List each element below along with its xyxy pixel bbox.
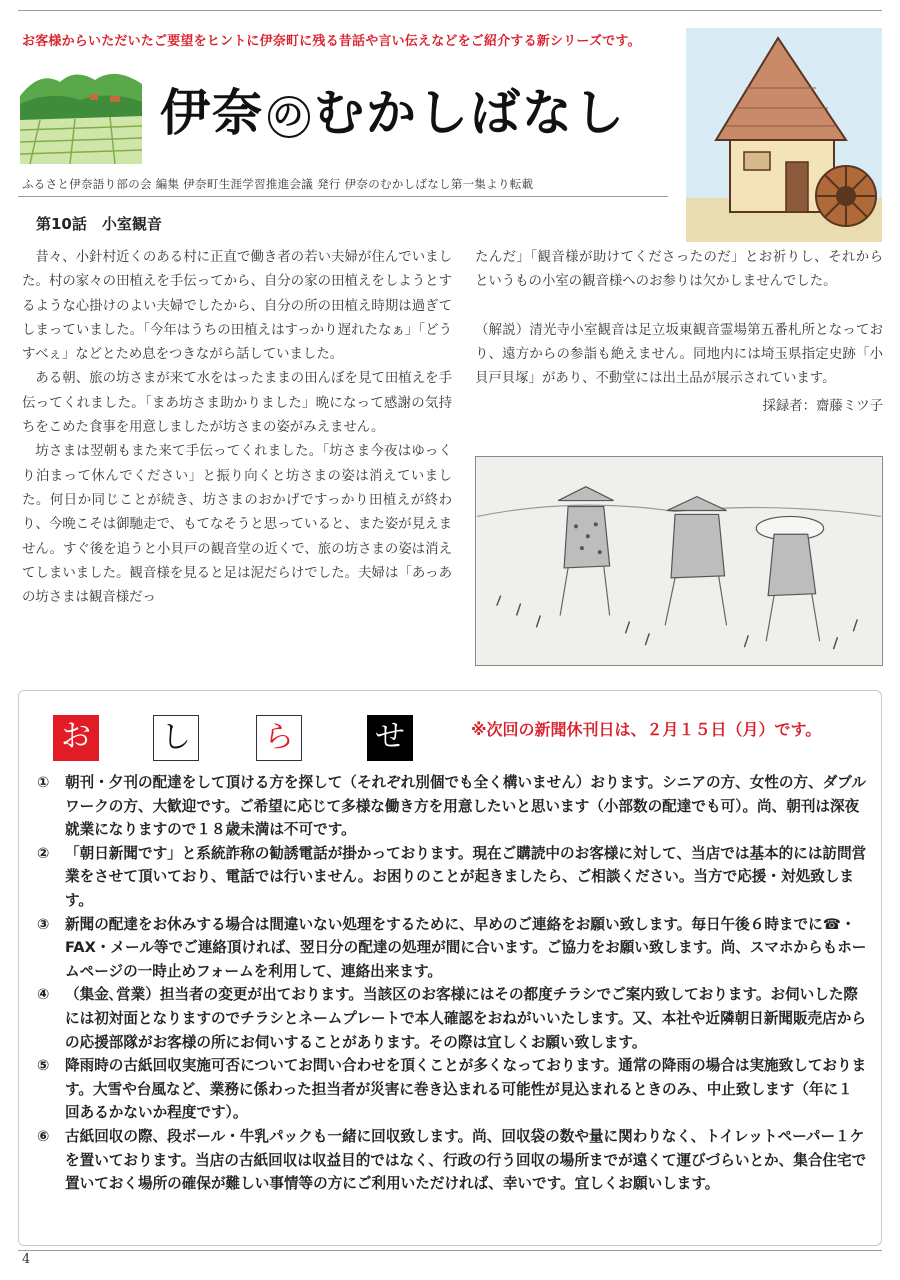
source-credit: ふるさと伊奈語り部の会 編集 伊奈町生涯学習推進会議 発行 伊奈のむかしばなし第一集より転載 — [22, 177, 534, 191]
notice-title-tile: せ — [367, 715, 413, 761]
series-title-particle: の — [268, 96, 310, 138]
notice-item-number: ③ — [37, 915, 50, 933]
notice-item — [37, 771, 867, 842]
story-paragraph: ある朝、旅の坊さまが来て水をはったままの田んぼを見て田植えを手伝ってくれました。「まあ坊さま助かりました」晩になって感謝の気持ちをこめた食事を用意しましたが坊さまの姿がみえません。 — [22, 371, 452, 436]
notice-item-number: ② — [37, 844, 50, 862]
notice-item-text: 「朝日新聞です」と系統詐称の勧誘電話が掛かっております。現在ご購読中のお客様に対して、当店では基本的には訪問営業をさせて頂いており、電話では行いません。お困りのことが起きましたら、ご相談ください。当方で応援・対処致します。 — [65, 844, 867, 909]
series-intro: お客様からいただいたご要望をヒントに伊奈町に残る昔話や言い伝えなどをご紹介する新シリーズです。 — [22, 34, 641, 49]
story-paragraph: 昔々、小針村近くのある村に正直で働き者の若い夫婦が住んでいました。村の家々の田植えを手伝ってから、自分の家の田植えをしようとするような心掛けのよい夫婦でしたから、自分の所の田植え時期は過ぎてしまっていました。「今年はうちの田植えはすっかり遅れたなぁ」「どうすべぇ」などとため息をつきながら話していました。 — [22, 250, 452, 363]
notice-item — [37, 1054, 867, 1125]
notice-title-tile: ら — [256, 715, 302, 761]
story-commentary: （解説）清光寺小室観音は足立坂東観音霊場第五番札所となっており、遠方からの参詣も絶えません。同地内には埼玉県指定史跡「小貝戸貝塚」があり、不動堂には出土品が展示されています。 — [475, 322, 883, 387]
page-number: 4 — [22, 1252, 31, 1267]
bottom-rule — [18, 1250, 882, 1251]
notice-item — [37, 842, 867, 913]
story-recorder: 採録者：齋藤ミツ子 — [762, 399, 883, 415]
notice-item-text: 降雨時の古紙回収実施可否についてお問い合わせを頂くことが多くなっております。通常の降雨の場合は実施致しております。大雪や台風など、業務に係わった担当者が災害に巻き込まれる可能性が見込まれるときのみ、中止致します（年に１回あるかないか程度です）。 — [65, 1057, 867, 1122]
series-title — [160, 78, 660, 148]
notice-item — [37, 983, 867, 1054]
episode-title: 第10話 小室観音 — [36, 215, 162, 233]
story-paragraph: 坊さまは翌朝もまた来て手伝ってくれました。「坊さま今夜はゆっくり泊まって休んでください」と振り向くと坊さまの姿は消えていました。何日か同じことが続き、坊さまのおかげですっかり田植えが終わり、今晩こそは御馳走で、もてなそうと思っていると、また姿が見えません。すぐ後を追うと小貝戸の観音堂の近くで、旅の坊さまの姿は消えてしまいました。観音様を見ると足は泥だらけでした。夫婦は「あっあの坊さまは観音様だっ — [22, 444, 452, 606]
notice-item-number: ⑥ — [37, 1127, 50, 1145]
series-title-part: 伊奈 — [160, 83, 264, 142]
notice-list — [37, 771, 867, 1196]
series-title-part: むかしばなし — [314, 83, 626, 142]
notice-item-text: 古紙回収の際、段ボール・牛乳パックも一緒に回収致します。尚、回収袋の数や量に関わりなく、トイレットペーパー１ケを置いております。当店の古紙回収は収益目的ではなく、行政の行う回収の場所までが遠くて運びづらいとか、集合住宅で置いておく場所の確保が難しい事情等の方にご利用いただければ、幸いです。宜しくお願いします。 — [65, 1127, 867, 1193]
notice-item-number: ⑤ — [37, 1057, 50, 1075]
notice-item-text: （集金､営業）担当者の変更が出ております。当該区のお客様にはその都度チラシでご案内致しております。お伺いした際には初対面となりますのでチラシとネームプレートで本人確認をおねがいいたします。又、本社や近隣朝日新聞販売店からの応援部隊がお客様の所にお伺いすることがあります。その際は宜しくお願い致します。 — [65, 986, 866, 1051]
rice-planting-sketch-illustration — [475, 456, 883, 666]
notice-item-number: ① — [37, 774, 50, 791]
notice-title-tile: お — [53, 715, 99, 761]
notice-item-text: 朝刊・夕刊の配達をして頂ける方を探して（それぞれ別個でも全く構いません）おります。シニアの方、女性の方、ダブルワークの方、大歓迎です。ご希望に応じて多様な働き方を用意したいと思います（小部数の配達でも可）。尚、朝刊は深夜就業になりますので１８歳未満は不可です。 — [65, 774, 866, 839]
notice-item — [37, 913, 867, 984]
notice-item-number: ④ — [37, 986, 50, 1004]
story-continuation: たんだ」「観音様が助けてくださったのだ」とお祈りし、それからというもの小室の観音様へのお参りは欠かしませんでした。 — [475, 250, 883, 290]
notice-item-text: 新聞の配達をお休みする場合は間違いない処理をするために、早めのご連絡をお願い致します。毎日午後６時までに☎・FAX・メール等でご連絡頂ければ、翌日分の配達の処理が間に合います。ご協力をお願い致します。尚、スマホからもホームページの一時止めフォームを利用して、連絡出来ます。 — [65, 915, 867, 980]
notice-item — [37, 1125, 867, 1196]
story-right-column — [475, 246, 883, 420]
notice-title-tile: し — [153, 715, 199, 761]
header-rule — [18, 196, 668, 197]
notice-box — [18, 690, 882, 1246]
newspaper-holiday-notice: ※次回の新聞休刊日は、２月１５日（月）です。 — [471, 720, 822, 739]
thatched-house-watermill-illustration — [686, 28, 882, 242]
top-rule — [18, 10, 882, 11]
rice-field-landscape-illustration — [20, 60, 142, 164]
story-left-column — [22, 246, 452, 610]
